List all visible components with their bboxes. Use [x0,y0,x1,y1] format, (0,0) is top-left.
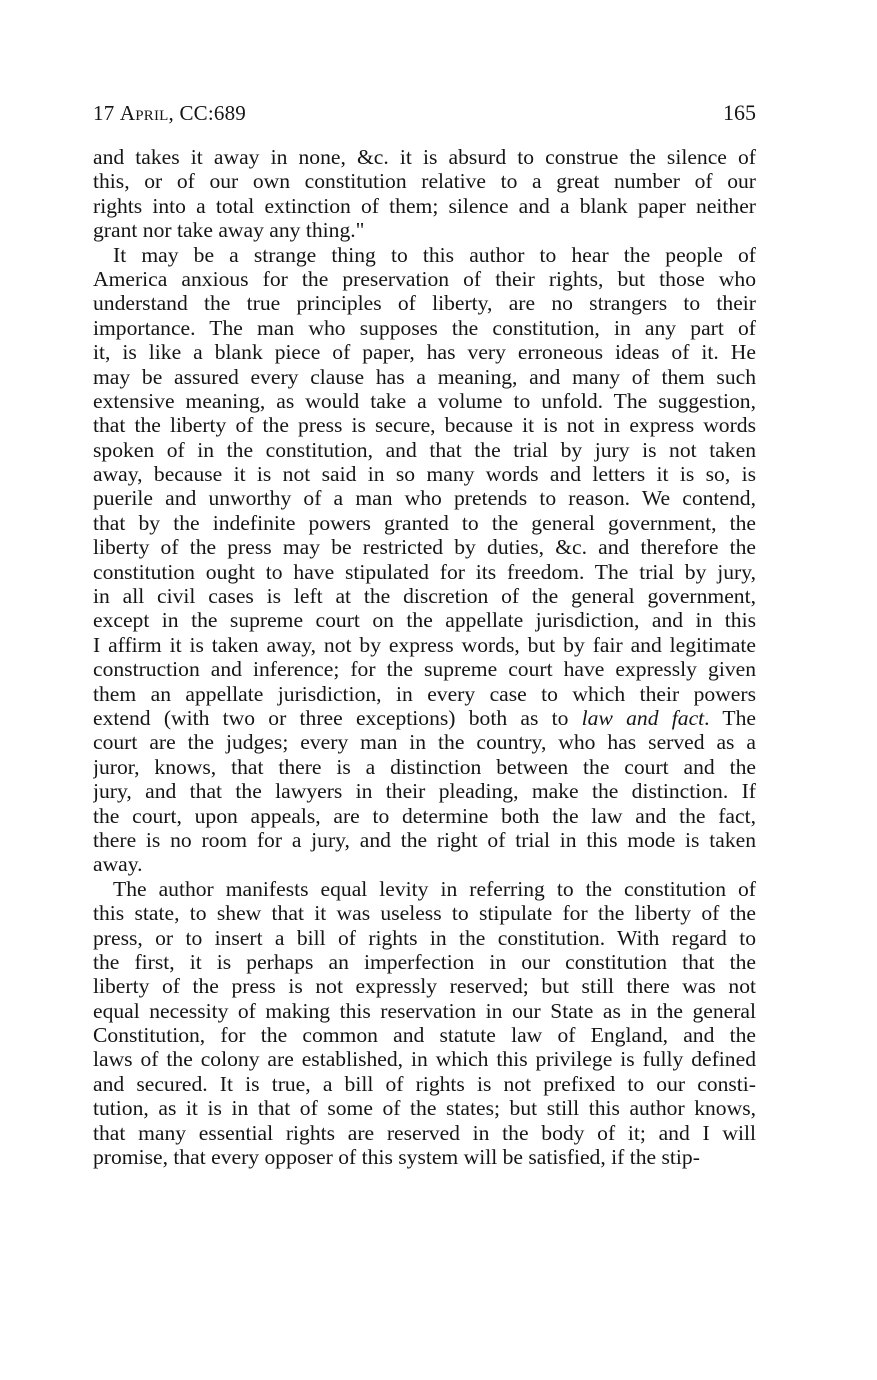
text-line: promise, that every opposer of this system will be satisfied, if the stip- [93,1145,700,1170]
text-line: rights into a total extinction of them; silence and a blank paper neither [93,193,756,218]
text-line: this, or of our own constitution relative to a great number of our [93,169,756,194]
running-head-left [93,98,246,128]
header-date: 17 April, [93,101,174,125]
paragraph [93,243,756,877]
text-line: may be assured every clause has a meaning, and many of them such [93,364,756,389]
text-line: the first, it is perhaps an imperfection in our constitution that the [93,949,756,974]
text-line: press, or to insert a bill of rights in the constitution. With regard to [93,925,756,950]
text-line: them an appellate jurisdiction, in every case to which their powers [93,681,756,706]
text-line: laws of the colony are established, in which this privilege is fully defined [93,1047,756,1072]
text-line: that by the indefinite powers granted to the general government, the [93,510,756,535]
text-line: liberty of the press is not expressly reserved; but still there was not [93,974,756,999]
text-line: it, is like a blank piece of paper, has very erroneous ideas of it. He [93,340,756,365]
text-line: juror, knows, that there is a distinction between the court and the [93,754,756,779]
text-line: importance. The man who supposes the constitution, in any part of [93,315,756,340]
text-line: America anxious for the preservation of their rights, but those who [93,266,756,291]
text-line: away, because it is not said in so many words and letters it is so, is [93,462,756,487]
header-month: April, [119,101,174,125]
text-line: jury, and that the lawyers in their pleading, make the distinction. If [93,779,756,804]
paragraph [93,877,756,1170]
text-line: construction and inference; for the supreme court have expressly given [93,657,756,682]
text-line: understand the true principles of liberty, are no strangers to their [93,291,756,316]
text-line: that many essential rights are reserved in the body of it; and I will [93,1120,756,1145]
text-line: equal necessity of making this reservation in our State as in the general [93,998,756,1023]
text-line: the court, upon appeals, are to determine both the law and the fact, [93,803,756,828]
text-line: Constitution, for the common and statute law of England, and the [93,1023,756,1048]
text-line: and secured. It is true, a bill of rights is not prefixed to our consti- [93,1071,756,1096]
header-document-ref: CC:689 [179,101,246,125]
text-line: It may be a strange thing to this author to hear the people of [113,242,756,267]
page-number: 165 [723,100,756,125]
paragraph [93,145,756,243]
text-line: and takes it away in none, &c. it is absurd to construe the silence of [93,145,756,169]
text-line: I affirm it is taken away, not by express words, but by fair and legitimate [93,632,756,657]
text-line: there is no room for a jury, and the right of trial in this mode is taken [93,827,756,852]
text-line: tution, as it is in that of some of the states; but still this author knows, [93,1096,756,1121]
text-line: liberty of the press may be restricted by duties, &c. and therefore the [93,535,756,560]
text-line: constitution ought to have stipulated for its freedom. The trial by jury, [93,559,756,584]
text-line: extensive meaning, as would take a volume to unfold. The suggestion, [93,388,756,413]
text-line: puerile and unworthy of a man who pretends to reason. We contend, [93,486,756,511]
text-line: court are the judges; every man in the country, who has served as a [93,730,756,755]
text-line: in all civil cases is left at the discretion of the general government, [93,584,756,609]
text-line: extend (with two or three exceptions) both as to law and fact. The [93,705,756,730]
text-line: spoken of in the constitution, and that the trial by jury is not taken [93,437,756,462]
text-line: grant nor take away any thing." [93,218,365,243]
body-text [93,145,756,1169]
text-line: that the liberty of the press is secure, because it is not in express words [93,413,756,438]
running-head [93,98,756,128]
text-line: away. [93,852,143,877]
text-line: except in the supreme court on the appellate jurisdiction, and in this [93,608,756,633]
text-line: The author manifests equal levity in referring to the constitution of [113,876,756,901]
text-line: this state, to shew that it was useless to stipulate for the liberty of the [93,901,756,926]
